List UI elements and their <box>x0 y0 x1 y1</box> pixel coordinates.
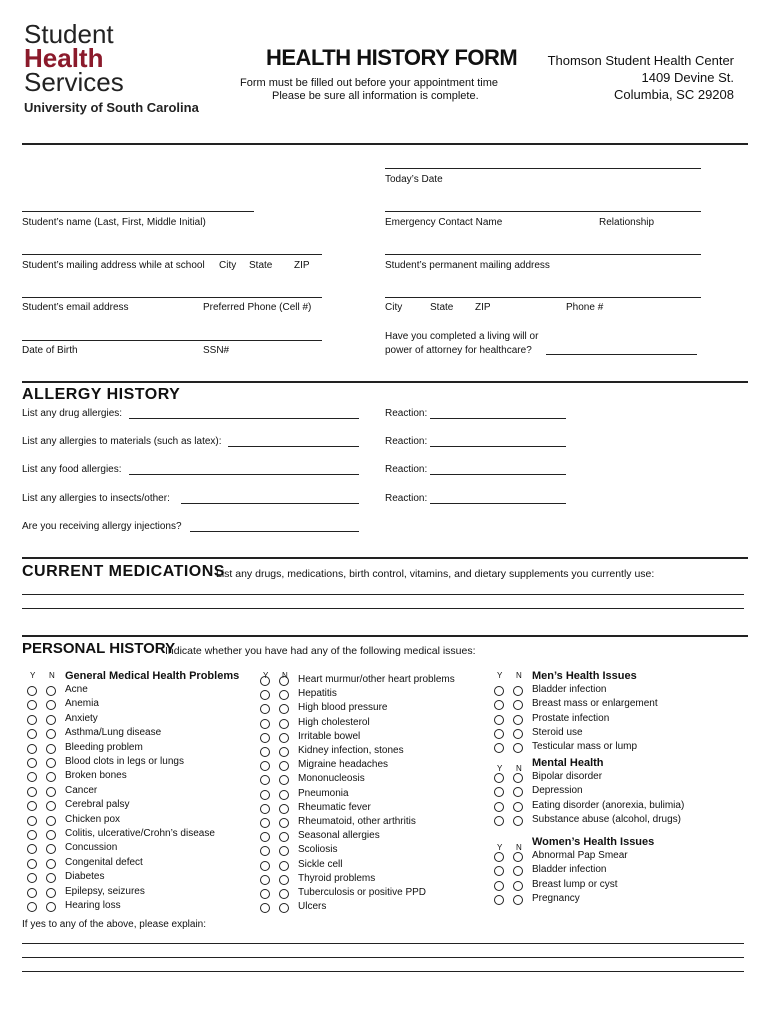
yes-radio[interactable] <box>494 802 504 812</box>
insects-reaction-input[interactable] <box>430 503 566 504</box>
permanent-zip-label: ZIP <box>475 302 491 313</box>
student-name-label: Student’s name (Last, First, Middle Initial) <box>22 217 206 228</box>
mailing-state-label: State <box>249 260 273 271</box>
personal-description: Indicate whether you have had any of the following medical issues: <box>165 645 476 657</box>
condition-label: Scoliosis <box>298 844 338 856</box>
mailing-zip-label: ZIP <box>294 260 310 271</box>
yes-radio[interactable] <box>27 844 37 854</box>
allergy-injections-label: Are you receiving allergy injections? <box>22 521 182 532</box>
no-radio[interactable] <box>513 866 523 876</box>
todays-date-label: Today’s Date <box>385 174 443 185</box>
yes-radio[interactable] <box>260 861 270 871</box>
yes-radio[interactable] <box>494 866 504 876</box>
yes-radio[interactable] <box>27 787 37 797</box>
yes-radio[interactable] <box>27 700 37 710</box>
condition-label: Congenital defect <box>65 856 143 868</box>
center-name: Thomson Student Health Center <box>547 53 734 68</box>
yes-column-header: Y <box>497 843 503 852</box>
permanent-city-label: City <box>385 302 403 313</box>
food-allergies-label: List any food allergies: <box>22 464 122 475</box>
yes-radio[interactable] <box>494 743 504 753</box>
yes-radio[interactable] <box>260 690 270 700</box>
condition-label: Sickle cell <box>298 858 343 870</box>
yes-radio[interactable] <box>27 729 37 739</box>
no-radio[interactable] <box>279 832 289 842</box>
yes-radio[interactable] <box>260 846 270 856</box>
drug-allergies-label: List any drug allergies: <box>22 408 123 419</box>
no-radio[interactable] <box>46 902 56 912</box>
condition-label: Cerebral palsy <box>65 799 130 811</box>
no-radio[interactable] <box>279 676 289 686</box>
yes-radio[interactable] <box>494 700 504 710</box>
form-title: HEALTH HISTORY FORM <box>266 45 518 70</box>
ssn-label: SSN# <box>203 345 230 356</box>
condition-label: Acne <box>65 684 88 695</box>
condition-label: Bleeding problem <box>65 741 143 753</box>
yes-radio[interactable] <box>260 903 270 913</box>
logo <box>24 19 199 115</box>
womens-health-title: Women’s Health Issues <box>532 836 655 848</box>
general-health-title: General Medical Health Problems <box>65 670 240 682</box>
medications-rule <box>22 557 748 559</box>
mailing-address-input[interactable] <box>22 254 322 255</box>
no-radio[interactable] <box>513 773 523 783</box>
no-radio[interactable] <box>279 719 289 729</box>
no-radio[interactable] <box>513 715 523 725</box>
permanent-address-input[interactable] <box>385 254 701 255</box>
yes-radio[interactable] <box>27 816 37 826</box>
insects-allergies-input[interactable] <box>181 503 359 504</box>
mailing-address-label: Student’s mailing address while at school <box>22 260 205 271</box>
condition-label: Mononucleosis <box>298 773 365 785</box>
yes-radio[interactable] <box>27 744 37 754</box>
condition-label: Colitis, ulcerative/Crohn’s disease <box>65 828 215 839</box>
condition-label: Blood clots in legs or lungs <box>65 756 184 767</box>
mens-health-title: Men’s Health Issues <box>532 670 637 682</box>
permanent-address-label: Student’s permanent mailing address <box>385 260 550 271</box>
no-radio[interactable] <box>46 844 56 854</box>
no-column-header: N <box>516 764 522 773</box>
condition-label: Epilepsy, seizures <box>65 885 145 897</box>
yes-radio[interactable] <box>494 787 504 797</box>
yes-radio[interactable] <box>27 873 37 883</box>
emergency-contact-label: Emergency Contact Name <box>385 217 503 228</box>
yes-radio[interactable] <box>27 772 37 782</box>
no-radio[interactable] <box>279 903 289 913</box>
no-radio[interactable] <box>46 801 56 811</box>
condition-label: Seasonal allergies <box>298 830 380 842</box>
no-radio[interactable] <box>46 830 56 840</box>
yes-radio[interactable] <box>260 747 270 757</box>
no-radio[interactable] <box>513 802 523 812</box>
yes-radio[interactable] <box>260 790 270 800</box>
center-city: Columbia, SC 29208 <box>614 87 734 102</box>
email-input[interactable] <box>22 297 322 298</box>
condition-label: High cholesterol <box>298 716 370 728</box>
condition-label: Anemia <box>65 698 99 710</box>
no-radio[interactable] <box>46 873 56 883</box>
yes-radio[interactable] <box>494 686 504 696</box>
no-column-header: N <box>516 843 522 852</box>
yes-radio[interactable] <box>494 881 504 891</box>
condition-label: High blood pressure <box>298 702 388 714</box>
allergy-rule <box>22 381 748 383</box>
no-radio[interactable] <box>279 818 289 828</box>
explain-line-1[interactable] <box>22 943 744 944</box>
medications-line-1[interactable] <box>22 594 744 595</box>
yes-radio[interactable] <box>260 733 270 743</box>
no-radio[interactable] <box>513 686 523 696</box>
no-column-header: N <box>516 671 522 680</box>
no-radio[interactable] <box>279 889 289 899</box>
condition-label: Hearing loss <box>65 900 121 911</box>
permanent-city-input[interactable] <box>385 297 701 298</box>
yes-radio[interactable] <box>27 902 37 912</box>
yes-radio[interactable] <box>27 801 37 811</box>
no-radio[interactable] <box>279 790 289 800</box>
yes-radio[interactable] <box>494 852 504 862</box>
todays-date-input[interactable] <box>385 168 701 169</box>
no-radio[interactable] <box>279 875 289 885</box>
living-will-label-2: power of attorney for healthcare? <box>385 345 532 356</box>
no-radio[interactable] <box>46 715 56 725</box>
condition-label: Kidney infection, stones <box>298 745 404 756</box>
emergency-contact-input[interactable] <box>385 211 701 212</box>
no-radio[interactable] <box>513 729 523 739</box>
no-radio[interactable] <box>279 846 289 856</box>
yes-radio[interactable] <box>260 832 270 842</box>
materials-reaction-label: Reaction: <box>385 436 428 447</box>
condition-label: Steroid use <box>532 726 583 738</box>
insects-allergies-label: List any allergies to insects/other: <box>22 493 170 504</box>
condition-label: Asthma/Lung disease <box>65 727 162 739</box>
yes-column-header: Y <box>263 671 269 680</box>
yes-radio[interactable] <box>27 686 37 696</box>
condition-label: Cancer <box>65 784 98 796</box>
logo-services: Services <box>24 67 124 97</box>
yes-radio[interactable] <box>27 830 37 840</box>
center-street: 1409 Devine St. <box>641 70 734 85</box>
personal-rule <box>22 635 748 637</box>
condition-label: Breast lump or cyst <box>532 878 618 890</box>
yes-radio[interactable] <box>27 888 37 898</box>
form-instruction-2: Please be sure all information is complete. <box>272 90 479 102</box>
living-will-input[interactable] <box>546 354 697 355</box>
no-column-header: N <box>49 671 55 680</box>
yes-column-header: Y <box>497 671 503 680</box>
dob-input[interactable] <box>22 340 322 341</box>
condition-label: Pneumonia <box>298 787 349 799</box>
no-radio[interactable] <box>46 859 56 869</box>
materials-allergies-label: List any allergies to materials (such as latex): <box>22 436 222 447</box>
no-radio[interactable] <box>279 733 289 743</box>
yes-radio[interactable] <box>27 859 37 869</box>
medications-description: List any drugs, medications, birth control, vitamins, and dietary supplements you currently use: <box>216 568 655 580</box>
no-radio[interactable] <box>279 761 289 771</box>
food-allergies-input[interactable] <box>129 474 359 475</box>
condition-label: Thyroid problems <box>298 872 376 884</box>
logo-health: Health <box>24 43 104 73</box>
student-name-input[interactable] <box>22 211 254 212</box>
center-address <box>548 52 734 103</box>
drug-reaction-input[interactable] <box>430 418 566 419</box>
no-radio[interactable] <box>513 852 523 862</box>
no-radio[interactable] <box>46 700 56 710</box>
no-radio[interactable] <box>513 816 523 826</box>
condition-label: Broken bones <box>65 770 127 782</box>
living-will-label-1: Have you completed a living will or <box>385 331 539 342</box>
relationship-label: Relationship <box>599 217 655 228</box>
insects-reaction-label: Reaction: <box>385 493 428 504</box>
no-radio[interactable] <box>279 690 289 700</box>
no-radio[interactable] <box>46 888 56 898</box>
no-radio[interactable] <box>279 704 289 714</box>
condition-label: Bladder infection <box>532 864 607 876</box>
condition-label: Rheumatoid, other arthritis <box>298 816 416 827</box>
condition-label: Prostate infection <box>532 712 610 724</box>
materials-reaction-input[interactable] <box>430 446 566 447</box>
no-radio[interactable] <box>46 758 56 768</box>
yes-radio[interactable] <box>494 816 504 826</box>
condition-label: Bladder infection <box>532 684 607 695</box>
yes-column-header: Y <box>497 764 503 773</box>
yes-radio[interactable] <box>260 719 270 729</box>
yes-radio[interactable] <box>260 875 270 885</box>
no-radio[interactable] <box>513 881 523 891</box>
condition-label: Concussion <box>65 842 118 854</box>
condition-label: Ulcers <box>298 901 327 913</box>
condition-label: Abnormal Pap Smear <box>532 850 628 861</box>
condition-label: Eating disorder (anorexia, bulimia) <box>532 799 685 811</box>
no-radio[interactable] <box>46 787 56 797</box>
condition-label: Testicular mass or lump <box>532 741 638 753</box>
condition-label: Bipolar disorder <box>532 771 603 782</box>
yes-radio[interactable] <box>260 704 270 714</box>
no-radio[interactable] <box>513 895 523 905</box>
yes-radio[interactable] <box>27 758 37 768</box>
no-radio[interactable] <box>46 686 56 696</box>
yes-radio[interactable] <box>260 889 270 899</box>
materials-allergies-input[interactable] <box>228 446 359 447</box>
condition-label: Pregnancy <box>532 892 580 904</box>
no-radio[interactable] <box>513 787 523 797</box>
food-reaction-label: Reaction: <box>385 464 428 475</box>
no-radio[interactable] <box>279 804 289 814</box>
no-radio[interactable] <box>46 729 56 739</box>
explain-line-3[interactable] <box>22 971 744 972</box>
logo-university: University of South Carolina <box>24 100 199 115</box>
no-radio[interactable] <box>46 772 56 782</box>
allergy-title: ALLERGY HISTORY <box>22 386 181 403</box>
no-radio[interactable] <box>279 747 289 757</box>
yes-radio[interactable] <box>260 676 270 686</box>
no-radio[interactable] <box>46 744 56 754</box>
food-reaction-input[interactable] <box>430 474 566 475</box>
yes-radio[interactable] <box>260 804 270 814</box>
permanent-state-label: State <box>430 302 454 313</box>
yes-radio[interactable] <box>494 729 504 739</box>
condition-label: Diabetes <box>65 871 105 883</box>
yes-radio[interactable] <box>260 818 270 828</box>
header-rule <box>22 143 748 145</box>
form-instruction-1: Form must be filled out before your appointment time <box>240 77 499 89</box>
condition-label: Rheumatic fever <box>298 801 371 813</box>
explain-line-2[interactable] <box>22 957 744 958</box>
drug-allergies-input[interactable] <box>129 418 359 419</box>
no-radio[interactable] <box>513 743 523 753</box>
condition-label: Anxiety <box>65 712 98 724</box>
no-radio[interactable] <box>279 775 289 785</box>
no-column-header: N <box>282 671 288 680</box>
condition-label: Heart murmur/other heart problems <box>298 674 455 685</box>
yes-radio[interactable] <box>260 761 270 771</box>
no-radio[interactable] <box>513 700 523 710</box>
dob-label: Date of Birth <box>22 345 78 356</box>
drug-reaction-label: Reaction: <box>385 408 428 419</box>
no-radio[interactable] <box>46 816 56 826</box>
mental-health-title: Mental Health <box>532 757 604 769</box>
condition-label: Breast mass or enlargement <box>532 698 658 710</box>
explain-label: If yes to any of the above, please explain: <box>22 919 207 930</box>
yes-radio[interactable] <box>260 775 270 785</box>
logo-student: Student <box>24 19 114 49</box>
condition-label: Depression <box>532 785 583 797</box>
condition-label: Substance abuse (alcohol, drugs) <box>532 813 681 825</box>
condition-label: Hepatitis <box>298 688 337 700</box>
medications-title: CURRENT MEDICATIONS <box>22 563 225 580</box>
medications-line-2[interactable] <box>22 608 744 609</box>
yes-column-header: Y <box>30 671 36 680</box>
yes-radio[interactable] <box>494 773 504 783</box>
no-radio[interactable] <box>279 861 289 871</box>
condition-label: Chicken pox <box>65 813 121 825</box>
yes-radio[interactable] <box>27 715 37 725</box>
preferred-phone-label: Preferred Phone (Cell #) <box>203 302 312 313</box>
yes-radio[interactable] <box>494 715 504 725</box>
phone-label: Phone # <box>566 302 604 313</box>
yes-radio[interactable] <box>494 895 504 905</box>
condition-label: Tuberculosis or positive PPD <box>298 887 427 898</box>
personal-title: PERSONAL HISTORY <box>22 640 176 657</box>
allergy-injections-input[interactable] <box>190 531 359 532</box>
email-label: Student’s email address <box>22 302 129 313</box>
condition-label: Migraine headaches <box>298 759 389 771</box>
condition-label: Irritable bowel <box>298 730 361 742</box>
mailing-city-label: City <box>219 260 237 271</box>
